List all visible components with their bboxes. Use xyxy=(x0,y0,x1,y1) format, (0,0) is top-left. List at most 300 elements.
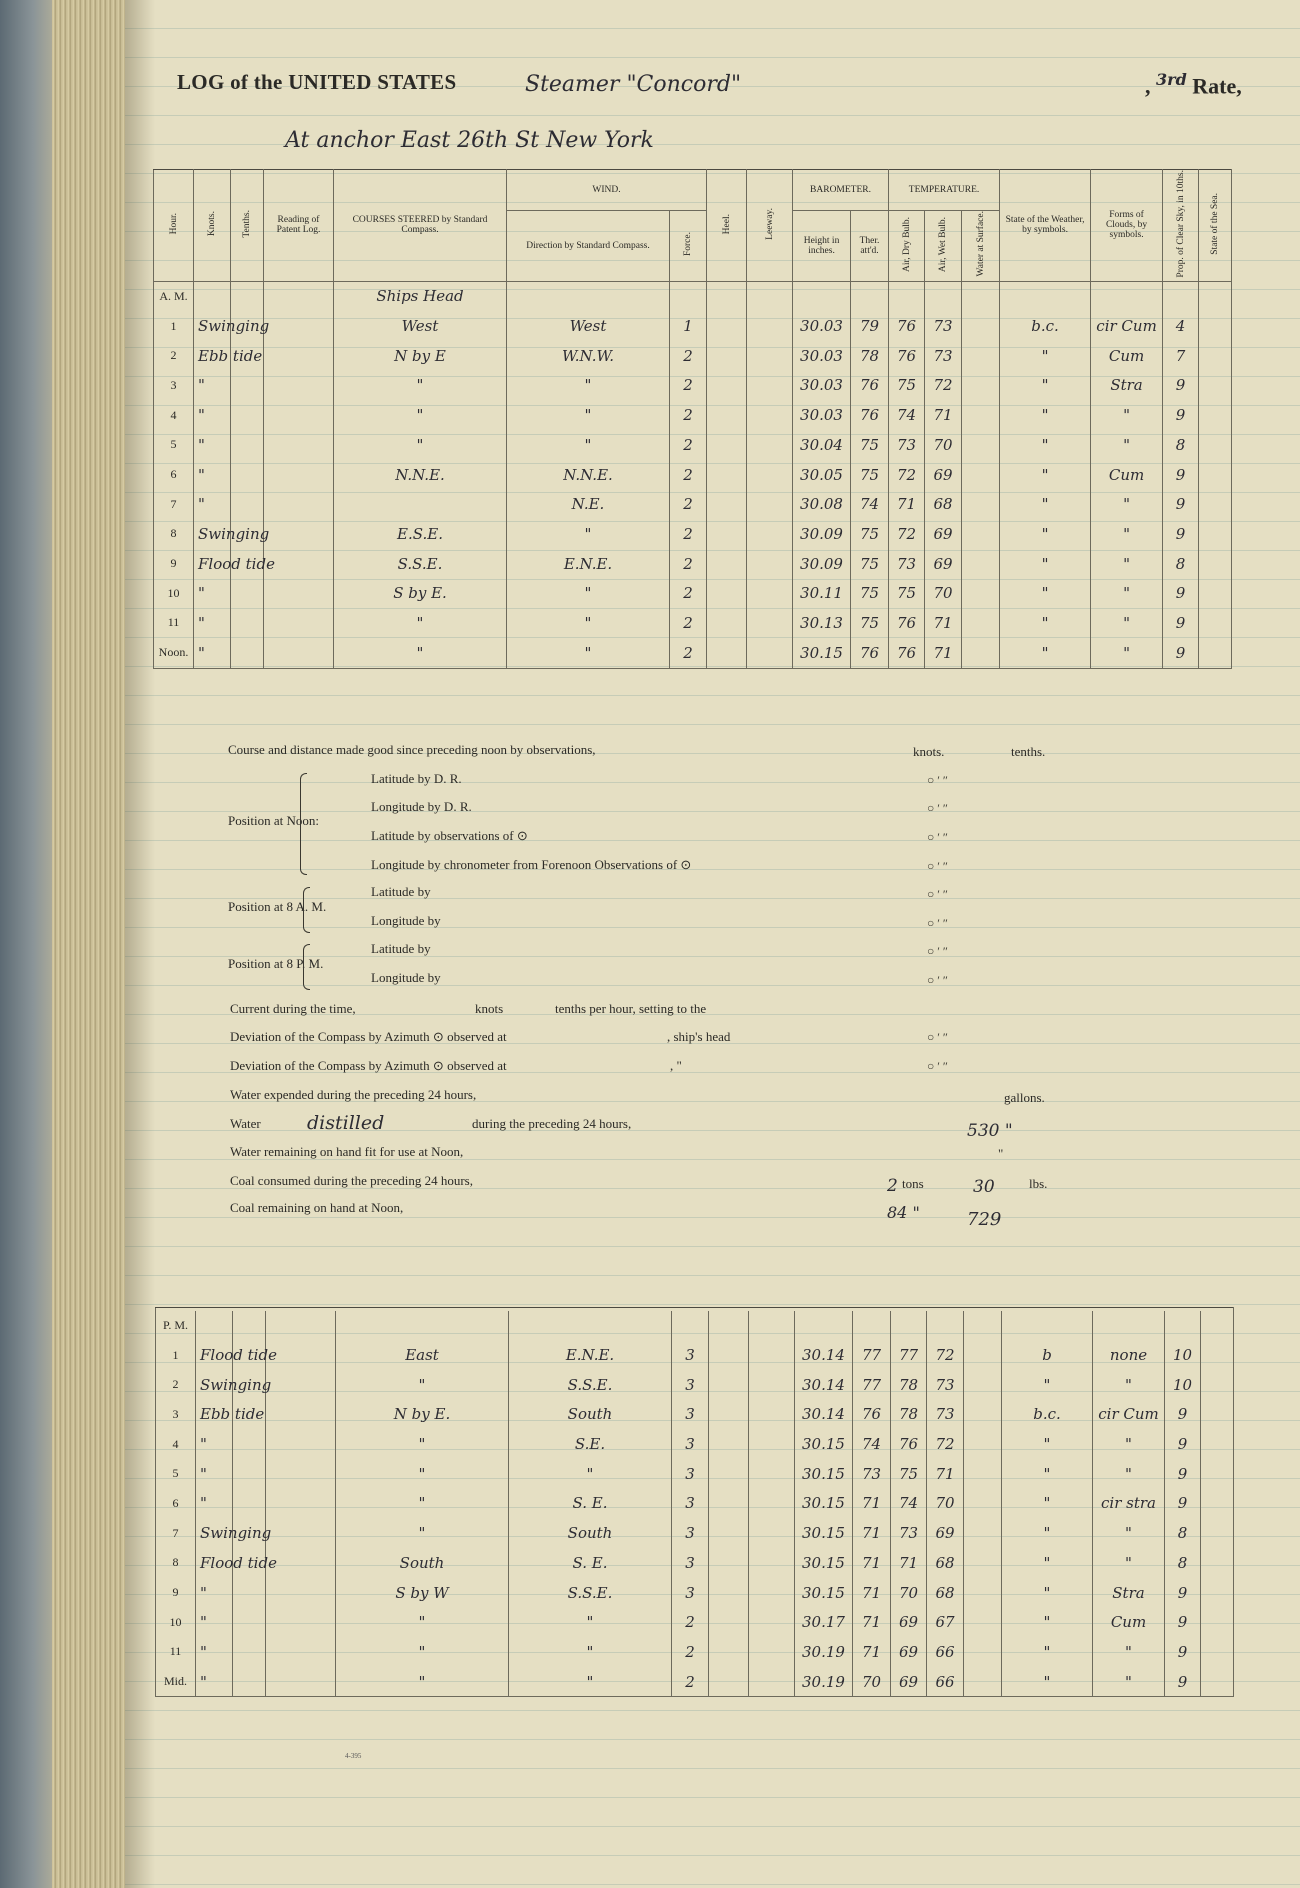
cell-clouds: cir Cum xyxy=(1093,1400,1165,1430)
vessel-name: Steamer "Concord" xyxy=(525,72,742,97)
cell-knots: " xyxy=(194,489,231,519)
cell-dry: 77 xyxy=(891,1340,927,1370)
cell-knots: " xyxy=(196,1667,233,1697)
lat-dr-label: Latitude by D. R. xyxy=(371,771,462,786)
cell-wet: 68 xyxy=(925,489,962,519)
cell-force: 2 xyxy=(670,400,707,430)
cell-knots: " xyxy=(194,400,231,430)
rate: , $^{3rd}$ Rate, xyxy=(1145,70,1242,99)
cell-height: 30.15 xyxy=(795,1548,853,1578)
col-knots: Knots. xyxy=(194,170,231,282)
deviation-1-label: Deviation of the Compass by Azimuth ⊙ observed at xyxy=(230,1029,507,1044)
cell-ther: 74 xyxy=(853,1429,891,1459)
am-log-table xyxy=(153,169,1232,669)
cell-ther: 77 xyxy=(853,1370,891,1400)
cell-force: 3 xyxy=(672,1518,709,1548)
cell-ther: 75 xyxy=(851,608,889,638)
course-distance-label: Course and distance made good since preceding noon by observations, xyxy=(228,742,596,757)
cell-knots: Flood tide xyxy=(196,1548,233,1578)
cell-dry: 75 xyxy=(891,1459,927,1489)
log-page xyxy=(125,0,1300,1888)
cell-clouds: " xyxy=(1091,638,1163,668)
cell-knots: " xyxy=(196,1578,233,1608)
cell-weather: " xyxy=(1000,608,1091,638)
log-row xyxy=(156,1667,1234,1697)
log-row xyxy=(156,1548,1234,1578)
cell-height: 30.15 xyxy=(793,638,851,668)
water-type: distilled xyxy=(307,1112,385,1134)
cell-hour: Noon. xyxy=(154,638,194,668)
col-barometer: BAROMETER. xyxy=(793,170,889,211)
coal-remaining-lbs: 729 xyxy=(967,1209,1002,1230)
col-clear: Prop. of Clear Sky, in 10ths. xyxy=(1163,170,1199,282)
cell-dry: 72 xyxy=(889,519,925,549)
cell-course: " xyxy=(336,1370,509,1400)
cell-weather: " xyxy=(1002,1637,1093,1667)
cell-hour: 1 xyxy=(154,311,194,341)
log-row xyxy=(154,400,1232,430)
cell-knots: Flood tide xyxy=(196,1340,233,1370)
lon-8am-label: Longitude by xyxy=(371,913,441,928)
cell-wet: 70 xyxy=(925,430,962,460)
cell-clear: 8 xyxy=(1163,549,1199,579)
cell-dry: 74 xyxy=(889,400,925,430)
cell-knots: Ebb tide xyxy=(196,1400,233,1430)
position-8am-label: Position at 8 A. M. xyxy=(228,899,327,914)
cell-weather: " xyxy=(1002,1548,1093,1578)
cell-clouds: " xyxy=(1091,400,1163,430)
log-row xyxy=(156,1518,1234,1548)
location: At anchor East 26th St New York xyxy=(285,128,654,153)
cell-wet: 73 xyxy=(925,311,962,341)
cell-force: 2 xyxy=(670,460,707,490)
cell-course: " xyxy=(336,1459,509,1489)
col-weather: State of the Weather, by symbols. xyxy=(1000,170,1091,282)
cell-height: 30.15 xyxy=(795,1578,853,1608)
col-wind: WIND. xyxy=(507,170,707,211)
cell-clouds: " xyxy=(1093,1637,1165,1667)
cell-wet: 68 xyxy=(927,1548,964,1578)
cell-dry: 76 xyxy=(891,1429,927,1459)
cell-force: 1 xyxy=(670,311,707,341)
cell-height: 30.03 xyxy=(793,341,851,371)
cell-ther: 75 xyxy=(851,460,889,490)
cell-ther: 71 xyxy=(853,1607,891,1637)
cell-knots: Ebb tide xyxy=(194,341,231,371)
cell-ther: 75 xyxy=(851,430,889,460)
log-row xyxy=(154,549,1232,579)
cell-wind: West xyxy=(507,311,670,341)
cell-height: 30.05 xyxy=(793,460,851,490)
cell-clouds: " xyxy=(1091,578,1163,608)
cell-clouds: " xyxy=(1091,519,1163,549)
cell-height: 30.09 xyxy=(793,549,851,579)
coal-consumed-tons: 2 xyxy=(887,1176,898,1196)
coal-remaining-label: Coal remaining on hand at Noon, xyxy=(230,1200,404,1215)
cell-hour: 7 xyxy=(156,1518,196,1548)
cell-hour: 6 xyxy=(156,1489,196,1519)
pm-log-table xyxy=(155,1307,1234,1697)
cell-knots: " xyxy=(196,1459,233,1489)
cell-weather: " xyxy=(1002,1518,1093,1548)
cell-wet: 73 xyxy=(927,1370,964,1400)
cell-force: 2 xyxy=(670,549,707,579)
cell-course: " xyxy=(336,1607,509,1637)
lon-chron-label: Longitude by chronometer from Forenoon Observations of ⊙ xyxy=(371,857,692,872)
cell-wet: 72 xyxy=(927,1340,964,1370)
cell-dry: 69 xyxy=(891,1637,927,1667)
log-row xyxy=(156,1459,1234,1489)
cell-hour: 1 xyxy=(156,1340,196,1370)
cell-wet: 71 xyxy=(925,638,962,668)
cell-dry: 78 xyxy=(891,1370,927,1400)
water-label: Water xyxy=(230,1116,261,1131)
cell-wet: 66 xyxy=(927,1667,964,1697)
cell-course: " xyxy=(334,638,507,668)
cell-course: " xyxy=(336,1518,509,1548)
cell-force: 2 xyxy=(670,430,707,460)
cell-dry: 73 xyxy=(891,1518,927,1548)
cell-ther: 76 xyxy=(851,371,889,401)
cell-knots: " xyxy=(196,1607,233,1637)
log-row xyxy=(154,638,1232,668)
cell-force: 3 xyxy=(672,1548,709,1578)
cell-knots: " xyxy=(194,638,231,668)
gallons-label: gallons. xyxy=(1004,1090,1045,1105)
cell-force: 2 xyxy=(672,1637,709,1667)
cell-height: 30.15 xyxy=(795,1429,853,1459)
cell-weather: " xyxy=(1002,1489,1093,1519)
log-row xyxy=(154,608,1232,638)
cell-hour: 5 xyxy=(154,430,194,460)
water-during-label: during the preceding 24 hours, xyxy=(472,1116,632,1131)
cell-dry: 73 xyxy=(889,430,925,460)
cell-clouds: Stra xyxy=(1093,1578,1165,1608)
cell-wind: " xyxy=(509,1459,672,1489)
col-tenths: Tenths. xyxy=(231,170,264,282)
col-height: Height in inches. xyxy=(793,210,851,281)
cell-clear: 9 xyxy=(1165,1607,1201,1637)
log-row xyxy=(156,1370,1234,1400)
col-patent-log: Reading of Patent Log. xyxy=(264,170,334,282)
log-row xyxy=(154,341,1232,371)
current-label: Current during the time, xyxy=(230,1001,356,1016)
cell-weather: b.c. xyxy=(1000,311,1091,341)
cell-clear: 4 xyxy=(1163,311,1199,341)
cell-course: S by E. xyxy=(334,578,507,608)
cell-clear: 9 xyxy=(1165,1429,1201,1459)
cell-wind: South xyxy=(509,1400,672,1430)
cell-course: E.S.E. xyxy=(334,519,507,549)
cell-wet: 73 xyxy=(927,1400,964,1430)
cell-wet: 72 xyxy=(927,1429,964,1459)
deg-marks: ○ ′ ″ xyxy=(927,859,948,873)
log-row xyxy=(154,371,1232,401)
cell-hour: 2 xyxy=(154,341,194,371)
rate-value: 3rd xyxy=(1156,70,1187,89)
cell-course xyxy=(334,489,507,519)
cell-dry: 69 xyxy=(891,1667,927,1697)
cell-hour: 4 xyxy=(156,1429,196,1459)
log-row xyxy=(154,460,1232,490)
background-edge xyxy=(0,0,60,1888)
cell-wind: " xyxy=(507,608,670,638)
cell-weather: " xyxy=(1002,1578,1093,1608)
col-clouds: Forms of Clouds, by symbols. xyxy=(1091,170,1163,282)
cell-force: 2 xyxy=(670,341,707,371)
page-stack-edge xyxy=(52,0,130,1888)
col-wet: Air, Wet Bulb. xyxy=(925,210,962,281)
deviation-2-label: Deviation of the Compass by Azimuth ⊙ observed at xyxy=(230,1058,507,1073)
col-temperature: TEMPERATURE. xyxy=(889,170,1000,211)
tons-label: tons xyxy=(902,1176,924,1191)
cell-wet: 67 xyxy=(927,1607,964,1637)
cell-clear: 9 xyxy=(1165,1578,1201,1608)
cell-knots: " xyxy=(194,608,231,638)
cell-wet: 73 xyxy=(925,341,962,371)
cell-wet: 69 xyxy=(925,460,962,490)
cell-dry: 75 xyxy=(889,578,925,608)
cell-ther: 71 xyxy=(853,1489,891,1519)
am-label: A. M. xyxy=(154,281,194,311)
cell-force: 2 xyxy=(672,1667,709,1697)
cell-course: S.S.E. xyxy=(334,549,507,579)
position-8pm-label: Position at 8 P. M. xyxy=(228,956,324,971)
rate-label: Rate, xyxy=(1192,73,1242,99)
cell-clouds: cir stra xyxy=(1093,1489,1165,1519)
cell-clear: 9 xyxy=(1163,460,1199,490)
cell-height: 30.11 xyxy=(793,578,851,608)
deg-marks: ○ ′ ″ xyxy=(927,1030,948,1044)
cell-wind: E.N.E. xyxy=(509,1340,672,1370)
cell-weather: " xyxy=(1000,341,1091,371)
cell-force: 2 xyxy=(670,608,707,638)
log-row xyxy=(154,578,1232,608)
cell-dry: 75 xyxy=(889,371,925,401)
cell-hour: 6 xyxy=(154,460,194,490)
cell-clear: 9 xyxy=(1163,578,1199,608)
cell-clear: 10 xyxy=(1165,1340,1201,1370)
cell-knots: " xyxy=(196,1429,233,1459)
cell-clear: 9 xyxy=(1163,489,1199,519)
cell-course: " xyxy=(334,608,507,638)
cell-force: 3 xyxy=(672,1400,709,1430)
cell-hour: 2 xyxy=(156,1370,196,1400)
cell-wet: 71 xyxy=(927,1459,964,1489)
cell-force: 2 xyxy=(670,371,707,401)
cell-ther: 71 xyxy=(853,1637,891,1667)
cell-dry: 76 xyxy=(889,608,925,638)
log-row xyxy=(154,519,1232,549)
cell-weather: " xyxy=(1000,638,1091,668)
cell-wind: N.N.E. xyxy=(507,460,670,490)
cell-hour: 4 xyxy=(154,400,194,430)
cell-wet: 71 xyxy=(925,400,962,430)
cell-weather: " xyxy=(1002,1607,1093,1637)
water-remaining-label: Water remaining on hand fit for use at Noon, xyxy=(230,1144,464,1159)
cell-wind: " xyxy=(509,1637,672,1667)
col-heel: Heel. xyxy=(707,170,747,282)
deg-marks: ○ ′ ″ xyxy=(927,1059,948,1073)
cell-clouds: " xyxy=(1093,1667,1165,1697)
cell-force: 2 xyxy=(672,1607,709,1637)
cell-height: 30.14 xyxy=(795,1400,853,1430)
cell-ther: 79 xyxy=(851,311,889,341)
cell-wet: 69 xyxy=(925,519,962,549)
cell-clouds: Cum xyxy=(1091,460,1163,490)
cell-clouds: Stra xyxy=(1091,371,1163,401)
cell-clouds: " xyxy=(1091,549,1163,579)
col-leeway: Leeway. xyxy=(747,170,793,282)
cell-dry: 76 xyxy=(889,311,925,341)
cell-clear: 8 xyxy=(1165,1518,1201,1548)
cell-wind: S. E. xyxy=(509,1548,672,1578)
cell-dry: 76 xyxy=(889,341,925,371)
tenths-label: tenths. xyxy=(1011,744,1046,759)
cell-dry: 70 xyxy=(891,1578,927,1608)
lat-obs-label: Latitude by observations of ⊙ xyxy=(371,828,528,843)
cell-knots: " xyxy=(196,1489,233,1519)
log-row xyxy=(154,430,1232,460)
lat-8am-label: Latitude by xyxy=(371,884,431,899)
cell-clouds: " xyxy=(1093,1548,1165,1578)
cell-clouds: " xyxy=(1091,489,1163,519)
cell-dry: 71 xyxy=(891,1548,927,1578)
cell-clear: 8 xyxy=(1165,1548,1201,1578)
log-row xyxy=(156,1637,1234,1667)
col-sea: State of the Sea. xyxy=(1199,170,1232,282)
cell-wet: 66 xyxy=(927,1637,964,1667)
cell-weather: " xyxy=(1002,1429,1093,1459)
cell-weather: " xyxy=(1000,400,1091,430)
col-wind-dir: Direction by Standard Compass. xyxy=(507,210,670,281)
cell-course: N by E. xyxy=(336,1400,509,1430)
cell-dry: 72 xyxy=(889,460,925,490)
col-ther: Ther. att'd. xyxy=(851,210,889,281)
cell-ther: 73 xyxy=(853,1459,891,1489)
cell-clouds: " xyxy=(1093,1370,1165,1400)
cell-force: 3 xyxy=(672,1578,709,1608)
cell-wind: " xyxy=(507,578,670,608)
cell-wind: " xyxy=(507,400,670,430)
cell-course: S by W xyxy=(336,1578,509,1608)
cell-wind: S.S.E. xyxy=(509,1578,672,1608)
cell-wind: South xyxy=(509,1518,672,1548)
cell-clear: 9 xyxy=(1165,1489,1201,1519)
cell-clear: 9 xyxy=(1163,608,1199,638)
log-row xyxy=(154,311,1232,341)
cell-clouds: Cum xyxy=(1093,1607,1165,1637)
position-noon-label: Position at Noon: xyxy=(228,813,320,828)
cell-knots: Flood tide xyxy=(194,549,231,579)
cell-ther: 74 xyxy=(851,489,889,519)
cell-course: N.N.E. xyxy=(334,460,507,490)
cell-force: 3 xyxy=(672,1489,709,1519)
cell-weather: " xyxy=(1002,1370,1093,1400)
cell-hour: 10 xyxy=(154,578,194,608)
cell-clear: 10 xyxy=(1165,1370,1201,1400)
cell-course: " xyxy=(334,371,507,401)
cell-clear: 9 xyxy=(1163,519,1199,549)
cell-course: " xyxy=(336,1429,509,1459)
deviation-2-ditto: , " xyxy=(670,1058,682,1073)
cell-hour: 9 xyxy=(156,1578,196,1608)
cell-course: " xyxy=(336,1489,509,1519)
cell-clear: 9 xyxy=(1165,1637,1201,1667)
cell-wet: 69 xyxy=(927,1518,964,1548)
cell-clear: 9 xyxy=(1163,638,1199,668)
cell-ther: 76 xyxy=(851,400,889,430)
cell-height: 30.13 xyxy=(793,608,851,638)
log-row xyxy=(156,1578,1234,1608)
cell-wet: 68 xyxy=(927,1578,964,1608)
cell-course: " xyxy=(334,400,507,430)
cell-weather: " xyxy=(1000,489,1091,519)
cell-weather: " xyxy=(1000,549,1091,579)
log-row xyxy=(156,1607,1234,1637)
cell-knots: Swinging xyxy=(196,1370,233,1400)
cell-force: 2 xyxy=(670,519,707,549)
cell-wind: " xyxy=(509,1667,672,1697)
cell-force: 3 xyxy=(672,1340,709,1370)
cell-height: 30.03 xyxy=(793,400,851,430)
lbs-label: lbs. xyxy=(1029,1176,1048,1191)
am-courses-note: Ships Head xyxy=(334,281,507,311)
cell-height: 30.09 xyxy=(793,519,851,549)
cell-ther: 78 xyxy=(851,341,889,371)
cell-hour: 10 xyxy=(156,1607,196,1637)
cell-ther: 76 xyxy=(851,638,889,668)
col-courses: COURSES STEERED by Standard Compass. xyxy=(334,170,507,282)
water-expended-label: Water expended during the preceding 24 hours, xyxy=(230,1087,477,1102)
current-tenths-label: tenths per hour, setting to the xyxy=(555,1001,707,1016)
cell-weather: " xyxy=(1002,1459,1093,1489)
deg-marks: ○ ′ ″ xyxy=(927,830,948,844)
cell-clear: 9 xyxy=(1165,1400,1201,1430)
cell-dry: 76 xyxy=(889,638,925,668)
log-row xyxy=(156,1400,1234,1430)
cell-weather: " xyxy=(1000,578,1091,608)
cell-weather: " xyxy=(1000,519,1091,549)
lat-8pm-label: Latitude by xyxy=(371,941,431,956)
cell-force: 3 xyxy=(672,1429,709,1459)
cell-hour: 8 xyxy=(154,519,194,549)
cell-course: " xyxy=(336,1637,509,1667)
col-force: Force. xyxy=(670,210,707,281)
pm-label: P. M. xyxy=(156,1311,196,1341)
cell-clear: 9 xyxy=(1163,400,1199,430)
cell-knots: Swinging xyxy=(194,311,231,341)
cell-hour: 8 xyxy=(156,1548,196,1578)
cell-ther: 75 xyxy=(851,549,889,579)
cell-wet: 69 xyxy=(925,549,962,579)
log-row xyxy=(156,1489,1234,1519)
cell-course: South xyxy=(336,1548,509,1578)
cell-clouds: " xyxy=(1093,1459,1165,1489)
cell-wind: S.S.E. xyxy=(509,1370,672,1400)
cell-weather: " xyxy=(1002,1667,1093,1697)
cell-hour: Mid. xyxy=(156,1667,196,1697)
cell-weather: b.c. xyxy=(1002,1400,1093,1430)
cell-clear: 9 xyxy=(1163,371,1199,401)
cell-wind: N.E. xyxy=(507,489,670,519)
cell-ther: 71 xyxy=(853,1578,891,1608)
deg-marks: ○ ′ ″ xyxy=(927,916,948,930)
cell-height: 30.15 xyxy=(795,1489,853,1519)
water-distilled-value: 530 " xyxy=(967,1121,1013,1141)
cell-clouds: none xyxy=(1093,1340,1165,1370)
deg-marks: ○ ′ ″ xyxy=(927,973,948,987)
